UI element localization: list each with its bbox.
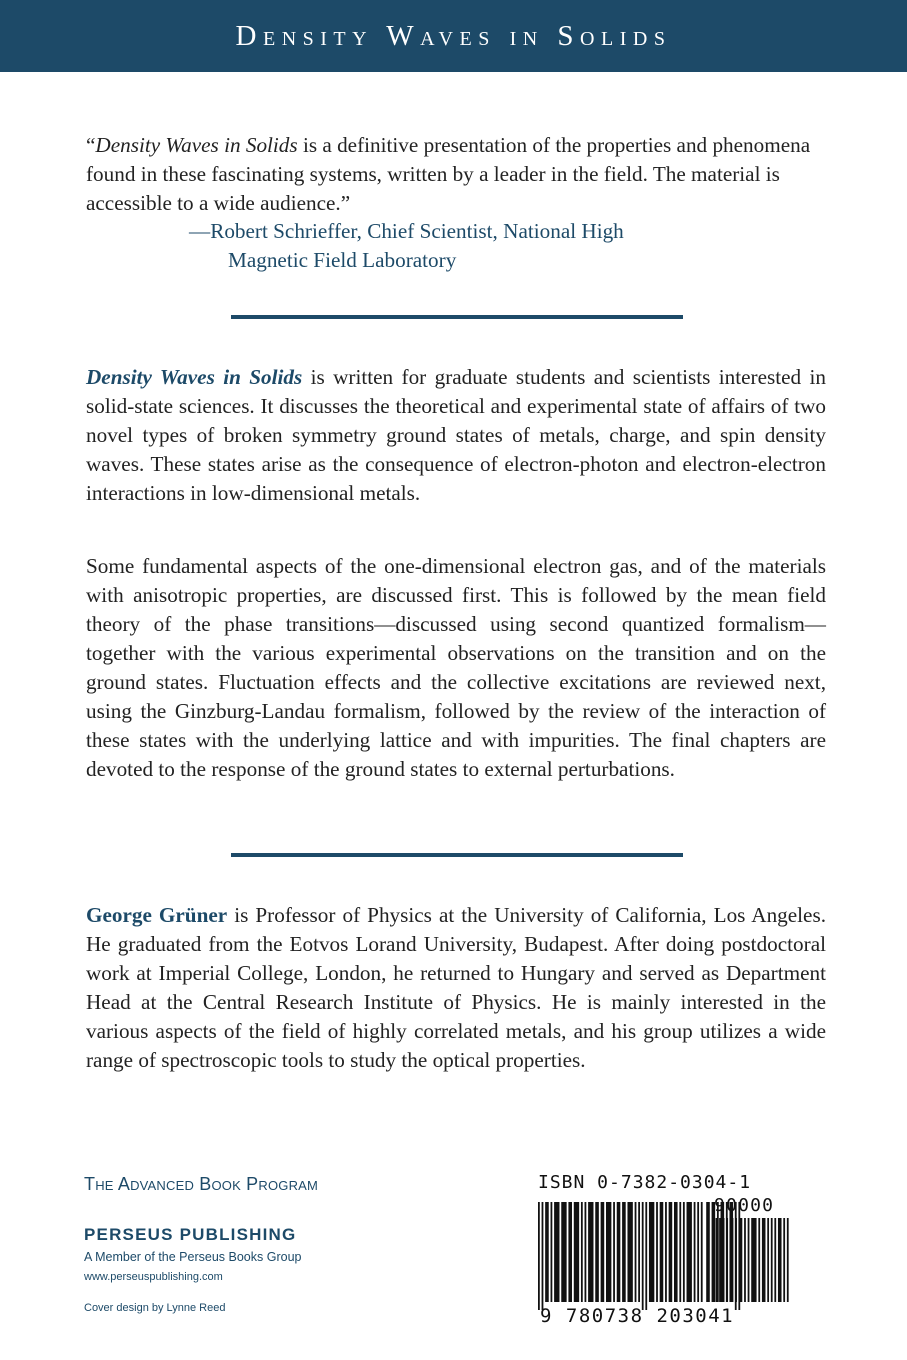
barcode-bar [635, 1202, 637, 1302]
barcode-bar [656, 1202, 658, 1302]
publisher-member: A Member of the Perseus Books Group [84, 1250, 302, 1264]
barcode-bar [679, 1202, 681, 1302]
book-title-header: Density Waves in Solids [235, 19, 672, 52]
barcode-bar [735, 1218, 737, 1302]
barcode-bar [613, 1202, 615, 1302]
barcode-bar [674, 1202, 678, 1302]
endorsement-quote: “Density Waves in Solids is a definitive presentation of the properties and phenomena found in these fascinating systems, written by a leader in the field. The material is accessible to a wide audience.” [86, 133, 811, 215]
barcode-bar [723, 1218, 725, 1302]
barcode-bar [732, 1218, 734, 1302]
ean-number: 9 780738 203041 [540, 1305, 735, 1327]
barcode-bar [774, 1218, 776, 1302]
barcode-bar [787, 1218, 789, 1302]
publisher-website: www.perseuspublishing.com [84, 1271, 223, 1283]
barcode-bar [585, 1202, 587, 1302]
barcode-bar [568, 1202, 572, 1302]
barcode-bar [762, 1218, 766, 1302]
barcode-bar [588, 1202, 593, 1302]
barcode-bar [554, 1202, 559, 1302]
barcode-bar [622, 1202, 626, 1302]
cover-credit: Cover design by Lynne Reed [84, 1302, 226, 1314]
barcode-bar [669, 1202, 673, 1302]
barcode-bar [665, 1202, 667, 1302]
barcode-bar [694, 1202, 696, 1302]
barcode-bar [778, 1218, 782, 1302]
description-paragraph-2: Some fundamental aspects of the one-dimensional electron gas, and of the materials with anisotropic properties, are discussed first. This is followed by the mean field theory of the phase transitions—discussed using second quantized formalism—together with the various experimental observations on the transition and on the ground states. Fluctuation effects and the collective excitations are reviewed next, using the Ginzburg-Landau formalism, followed by the review of the interaction of these states with the underlying lattice and with impurities. The final chapters are devoted to the response of the ground states to external perturbations. [86, 554, 826, 781]
barcode-bar [545, 1202, 549, 1302]
barcode-bar [726, 1218, 728, 1302]
quote-book-title: Density Waves in Solids [95, 133, 298, 157]
barcode-bar [595, 1202, 599, 1302]
author-name: George Grüner [86, 903, 228, 927]
ean-bars [538, 1202, 740, 1310]
barcode-bar [739, 1218, 743, 1302]
description-paragraph-1: Density Waves in Solids is written for graduate students and scientists interested in solid-state sciences. It discusses the theoretical and experimental state of affairs of two novel types of broken symmetry ground states of metals, charge, and spin density waves. These states arise as the consequence of electron-photon and electron-electron interactions in low-dimensional metals. [86, 365, 826, 505]
barcode-bar [617, 1202, 621, 1302]
barcode-bar [751, 1218, 756, 1302]
barcode-bar [538, 1202, 540, 1310]
barcode-bar [606, 1202, 611, 1302]
barcode-bar [551, 1202, 553, 1302]
book-program: The Advanced Book Program [84, 1174, 319, 1194]
addon-bars [712, 1218, 789, 1302]
barcode-bar [561, 1202, 566, 1302]
barcode-bar [638, 1202, 640, 1302]
barcode-bar [649, 1202, 654, 1302]
barcode-bar [642, 1202, 644, 1310]
barcode-bar [706, 1202, 710, 1302]
barcode-bar [748, 1218, 750, 1302]
barcode-bar [697, 1202, 699, 1302]
description-book-title: Density Waves in Solids [86, 365, 303, 389]
barcode-bar [767, 1218, 769, 1302]
barcode-bar [645, 1202, 647, 1310]
price-addon-number: 90000 [714, 1195, 775, 1216]
barcode-bar [601, 1202, 605, 1302]
barcode-bar [712, 1218, 714, 1302]
isbn-number: ISBN 0-7382-0304-1 [538, 1172, 752, 1193]
barcode-bar [744, 1218, 746, 1302]
barcode-bar [701, 1202, 703, 1302]
barcode-bar [683, 1202, 685, 1302]
barcode-bar [574, 1202, 579, 1302]
barcode-bar [542, 1202, 544, 1310]
barcode-bar [783, 1218, 785, 1302]
barcode-bar [719, 1218, 721, 1302]
barcode-bar [758, 1218, 760, 1302]
barcode-bar [687, 1202, 692, 1302]
barcode-bar [581, 1202, 583, 1302]
barcode-bar [660, 1202, 664, 1302]
quote-attribution: —Robert Schrieffer, Chief Scientist, National High Magnetic Field Laboratory [189, 219, 624, 272]
author-bio: George Grüner is Professor of Physics at the University of California, Los Angeles. He graduated from the Eotvos Lorand University, Budapest. After doing postdoctoral work at Imperial College, London, he returned to Hungary and served as Department Head at the Central Research Institute of Physics. He is mainly interested in the various aspects of the field of highly correlated metals, and his group utilizes a wide range of spectroscopic tools to study the optical properties. [86, 903, 827, 1072]
quote-text: is a definitive presentation of the properties and phenomena found in these fascinating systems, written by a leader in the field. The material is accessible to a wide audience.” [86, 133, 811, 215]
barcode-bar [627, 1202, 632, 1302]
publisher-name: PERSEUS PUBLISHING [84, 1225, 297, 1244]
barcode-bar [771, 1218, 773, 1302]
barcode-bar [716, 1218, 718, 1302]
